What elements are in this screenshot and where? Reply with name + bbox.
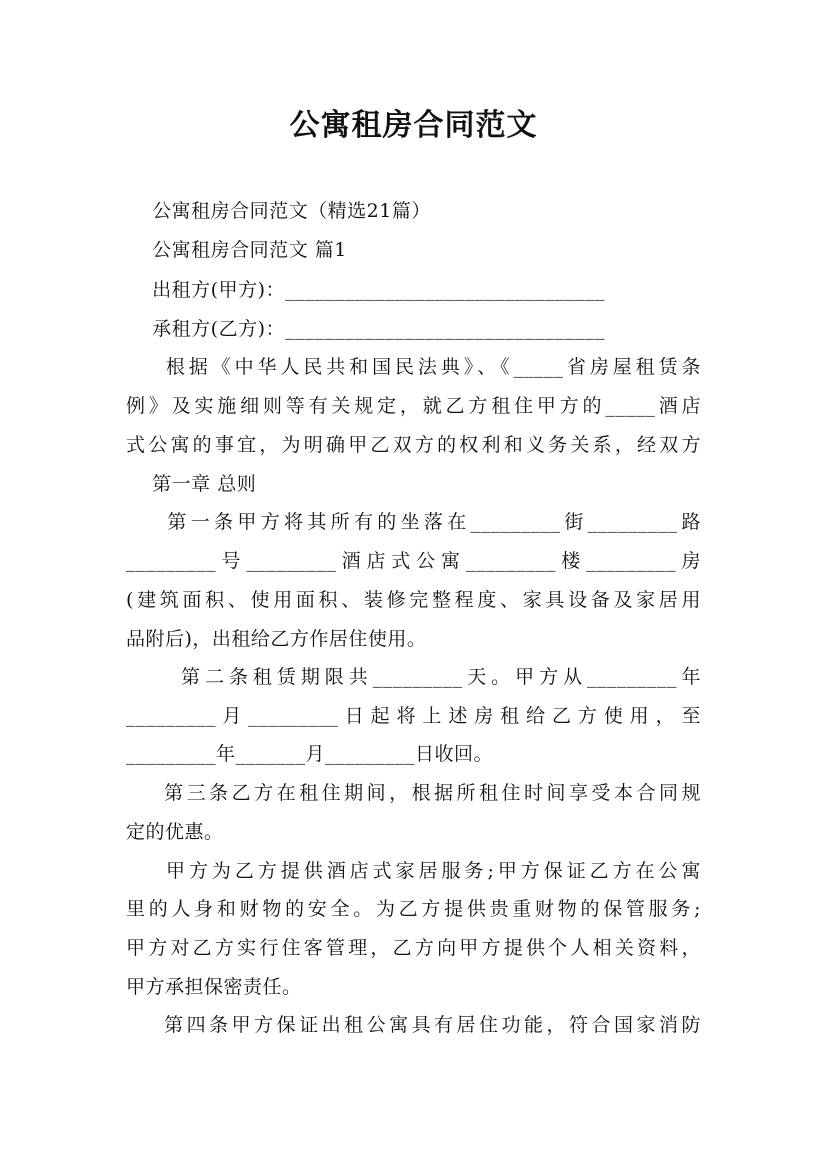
paragraph-line: (建筑面积、使用面积、装修完整程度、家具设备及家居用: [126, 589, 701, 611]
paragraph-line: 公寓租房合同范文 篇1: [126, 239, 347, 261]
paragraph-line: 品附后)，出租给乙方作居住使用。: [126, 628, 427, 650]
paragraph-line: 出租方(甲方)：________________________________: [126, 279, 605, 301]
document-title: 公寓租房合同范文: [289, 108, 538, 143]
paragraph-line: 第三条乙方在租住期间，根据所租住时间享受本合同规: [126, 782, 701, 804]
paragraph-line: _________年_______月_________日收回。: [126, 743, 494, 765]
paragraph-line: 承租方(乙方)：________________________________: [126, 318, 605, 340]
paragraph-line: _________月_________日起将上述房租给乙方使用，至: [126, 705, 701, 727]
paragraph-line: 甲方为乙方提供酒店式家居服务;甲方保证乙方在公寓: [126, 860, 701, 882]
paragraph-line: 第四条甲方保证出租公寓具有居住功能，符合国家消防: [126, 1014, 701, 1036]
paragraph-line: 定的优惠。: [126, 821, 224, 843]
paragraph-line: 根据《中华人民共和国民法典》、《_____省房屋租赁条: [126, 356, 701, 378]
paragraph-line: 第二条租赁期限共_________天。甲方从_________年: [126, 666, 701, 688]
paragraph-line: _________号_________酒店式公寓_________楼_________房: [126, 550, 701, 572]
paragraph-line: 第一条甲方将其所有的坐落在_________街_________路: [126, 511, 701, 533]
paragraph-line: 甲方对乙方实行住客管理，乙方向甲方提供个人相关资料，: [126, 937, 701, 959]
paragraph-line: 甲方承担保密责任。: [126, 976, 302, 998]
paragraph-line: 式公寓的事宜，为明确甲乙双方的权利和义务关系，经双方: [126, 434, 701, 456]
paragraph-line: 里的人身和财物的安全。为乙方提供贵重财物的保管服务;: [126, 898, 701, 920]
paragraph-line: 公寓租房合同范文（精选21篇）: [126, 200, 431, 222]
paragraph-line: 例》及实施细则等有关规定，就乙方租住甲方的_____酒店: [126, 395, 701, 417]
section-heading: 第一章 总则: [126, 473, 257, 495]
